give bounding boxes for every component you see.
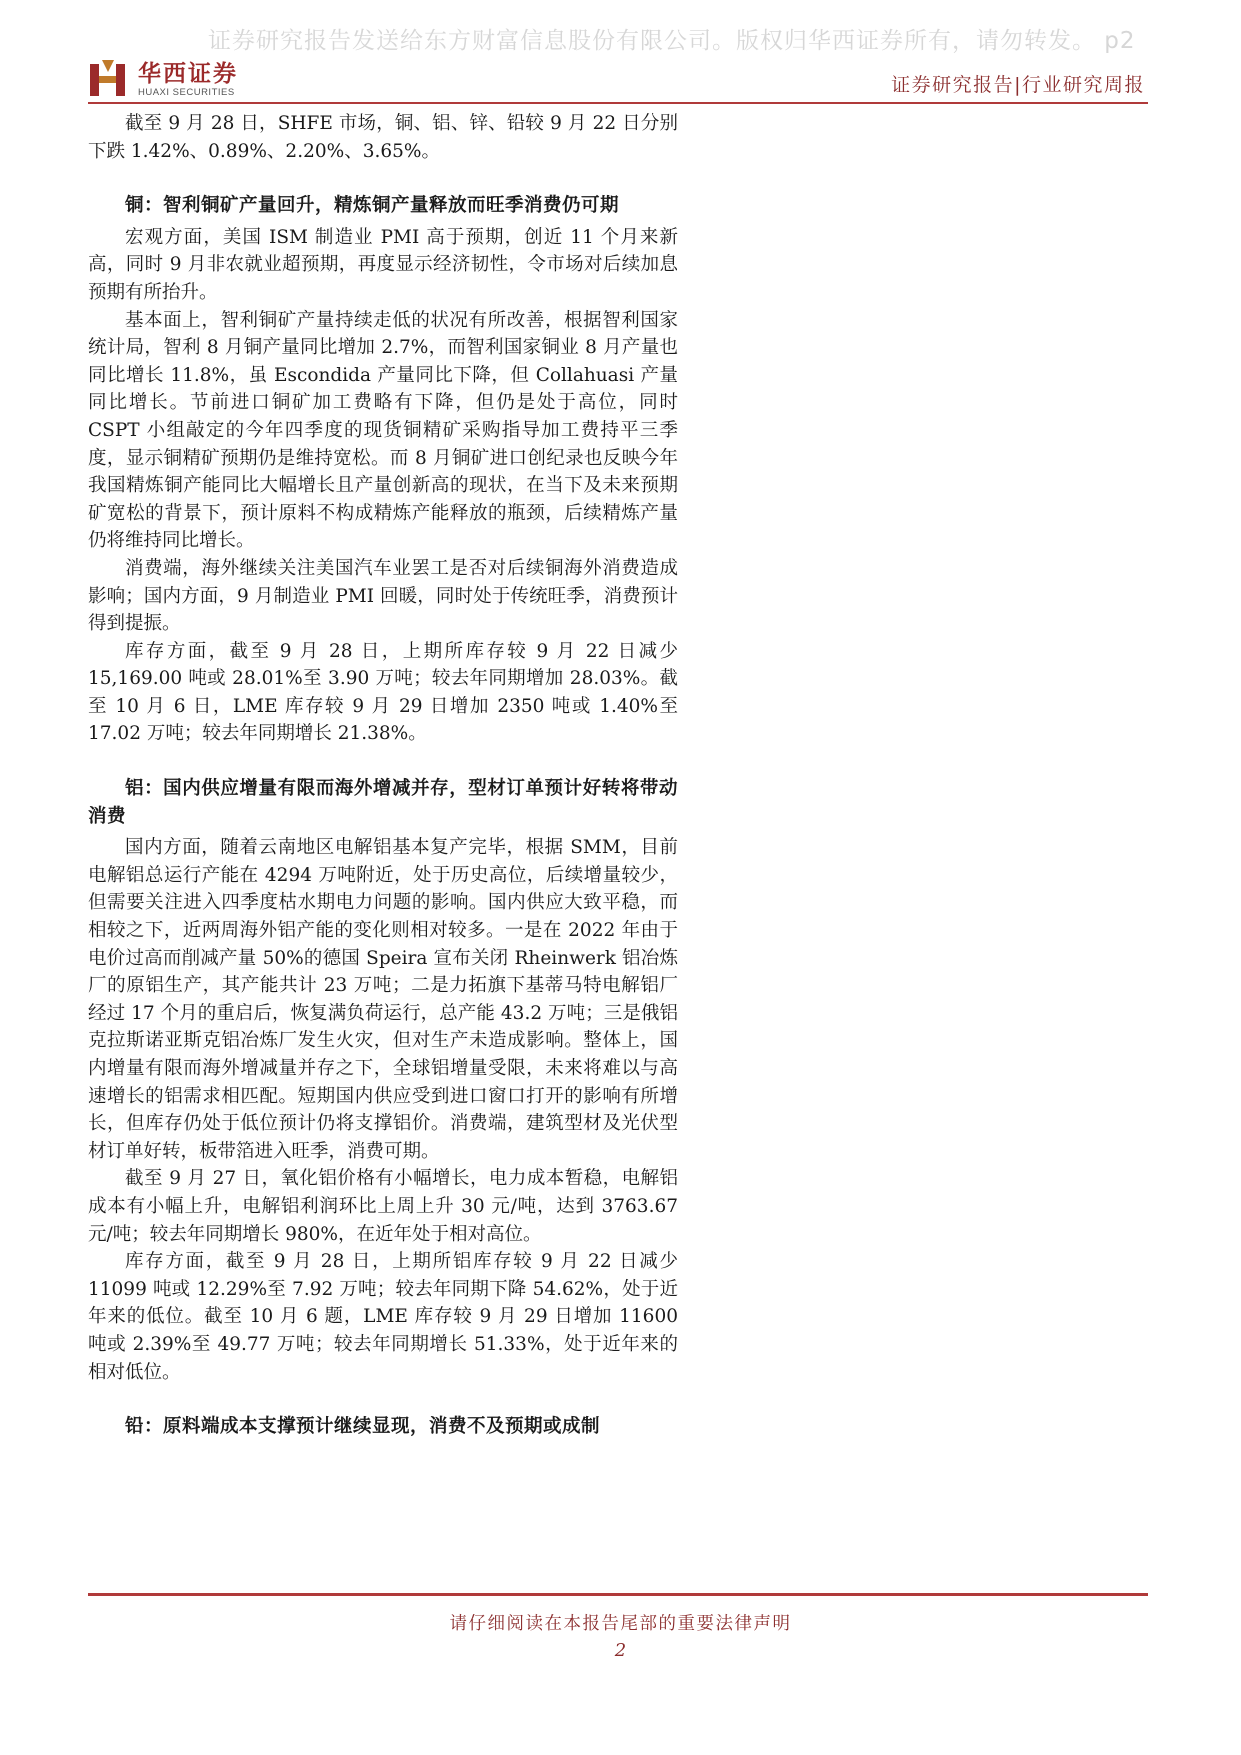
footer-divider (88, 1593, 1148, 1596)
report-type-label: 证券研究报告|行业研究周报 (891, 74, 1145, 96)
huaxi-logo-icon (88, 58, 130, 100)
intro-paragraph: 截至 9 月 28 日，SHFE 市场，铜、铝、锌、铅较 9 月 22 日分别下跌 1.42%、0.89%、2.20%、3.65%。 (88, 113, 678, 162)
copper-fundamental-paragraph: 基本面上，智利铜矿产量持续走低的状况有所改善，根据智利国家统计局，智利 8 月铜产量同比增加 2.7%，而智利国家铜业 8 月产量也同比增长 11.8%，虽 Escondida 产量同比下降，但 Collahuasi 产量同比增长。节前进口铜矿加工费略有下降，但仍是处于高位，同时 CSPT 小组敲定的今年四季度的现货铜精矿采购指导加工费持平三季度，显示铜精矿预期仍是维持宽松。而 8 月铜矿进口创纪录也反映今年我国精炼铜产能同比大幅增长且产量创新高的现状，在当下及未来预期矿宽松的背景下，预计原料不构成精炼产能释放的瓶颈，后续精炼产量仍将维持同比增长。 (88, 309, 678, 552)
logo-chinese-name: 华西证券 (138, 60, 238, 87)
logo-english-name: HUAXI SECURITIES (138, 86, 235, 98)
watermark-text: 证券研究报告发送给东方财富信息股份有限公司。版权归华西证券所有，请勿转发。 p2 (208, 28, 1136, 54)
report-body (88, 110, 678, 1441)
aluminum-supply-paragraph: 国内方面，随着云南地区电解铝基本复产完毕，根据 SMM，目前电解铝总运行产能在 4294 万吨附近，处于历史高位，后续增量较少，但需要关注进入四季度枯水期电力问题的影响。国内供应大致平稳，而相较之下，近两周海外铝产能的变化则相对较多。一是在 2022 年由于电价过高而削减产量 50%的德国 Speira 宣布关闭 Rheinwerk 铝冶炼厂的原铝生产，其产能共计 23 万吨；二是力拓旗下基蒂马特电解铝厂经过 17 个月的重启后，恢复满负荷运行，总产能 43.2 万吨；三是俄铝克拉斯诺亚斯克铝冶炼厂发生火灾，但对生产未造成影响。整体上，国内增量有限而海外增减量并存之下，全球铝增量受限，未来将难以与高速增长的铝需求相匹配。短期国内供应受到进口窗口打开的影响有所增长，但库存仍处于低位预计仍将支撑铝价。消费端，建筑型材及光伏型材订单好转，板带箔进入旺季，消费可期。 (88, 837, 678, 1162)
lead-section-title: 铅：原料端成本支撑预计继续显现，消费不及预期或成制 (125, 1416, 601, 1438)
copper-section-title: 铜：智利铜矿产量回升，精炼铜产量释放而旺季消费仍可期 (125, 195, 620, 217)
aluminum-section-title: 铝：国内供应增量有限而海外增减并存，型材订单预计好转将带动消费 (88, 778, 678, 827)
copper-macro-paragraph: 宏观方面，美国 ISM 制造业 PMI 高于预期，创近 11 个月来新高，同时 9 月非农就业超预期，再度显示经济韧性，令市场对后续加息预期有所抬升。 (88, 226, 678, 303)
copper-consumption-paragraph: 消费端，海外继续关注美国汽车业罢工是否对后续铜海外消费造成影响；国内方面，9 月制造业 PMI 回暖，同时处于传统旺季，消费预计得到提振。 (88, 557, 678, 635)
aluminum-cost-paragraph: 截至 9 月 27 日，氧化铝价格有小幅增长，电力成本暂稳，电解铝成本有小幅上升，电解铝利润环比上周上升 30 元/吨，达到 3763.67 元/吨；较去年同期增长 980%，在近年处于相对高位。 (88, 1168, 678, 1245)
page-number: 2 (614, 1640, 627, 1661)
copper-inventory-paragraph: 库存方面，截至 9 月 28 日，上期所库存较 9 月 22 日减少 15,169.00 吨或 28.01%至 3.90 万吨；较去年同期增加 28.03%。截至 10 月 6 日，LME 库存较 9 月 29 日增加 2350 吨或 1.40%至 17.02 万吨；较去年同期增长 21.38%。 (88, 640, 678, 745)
company-logo (88, 58, 238, 100)
aluminum-inventory-paragraph: 库存方面，截至 9 月 28 日，上期所铝库存较 9 月 22 日减少 11099 吨或 12.29%至 7.92 万吨；较去年同期下降 54.62%，处于近年来的低位。截至 10 月 6 题，LME 库存较 9 月 29 日增加 11600 吨或 2.39%至 49.77 万吨；较去年同期增长 51.33%，处于近年来的相对低位。 (88, 1251, 678, 1383)
legal-notice: 请仔细阅读在本报告尾部的重要法律声明 (449, 1614, 792, 1634)
header-divider (88, 102, 1148, 104)
